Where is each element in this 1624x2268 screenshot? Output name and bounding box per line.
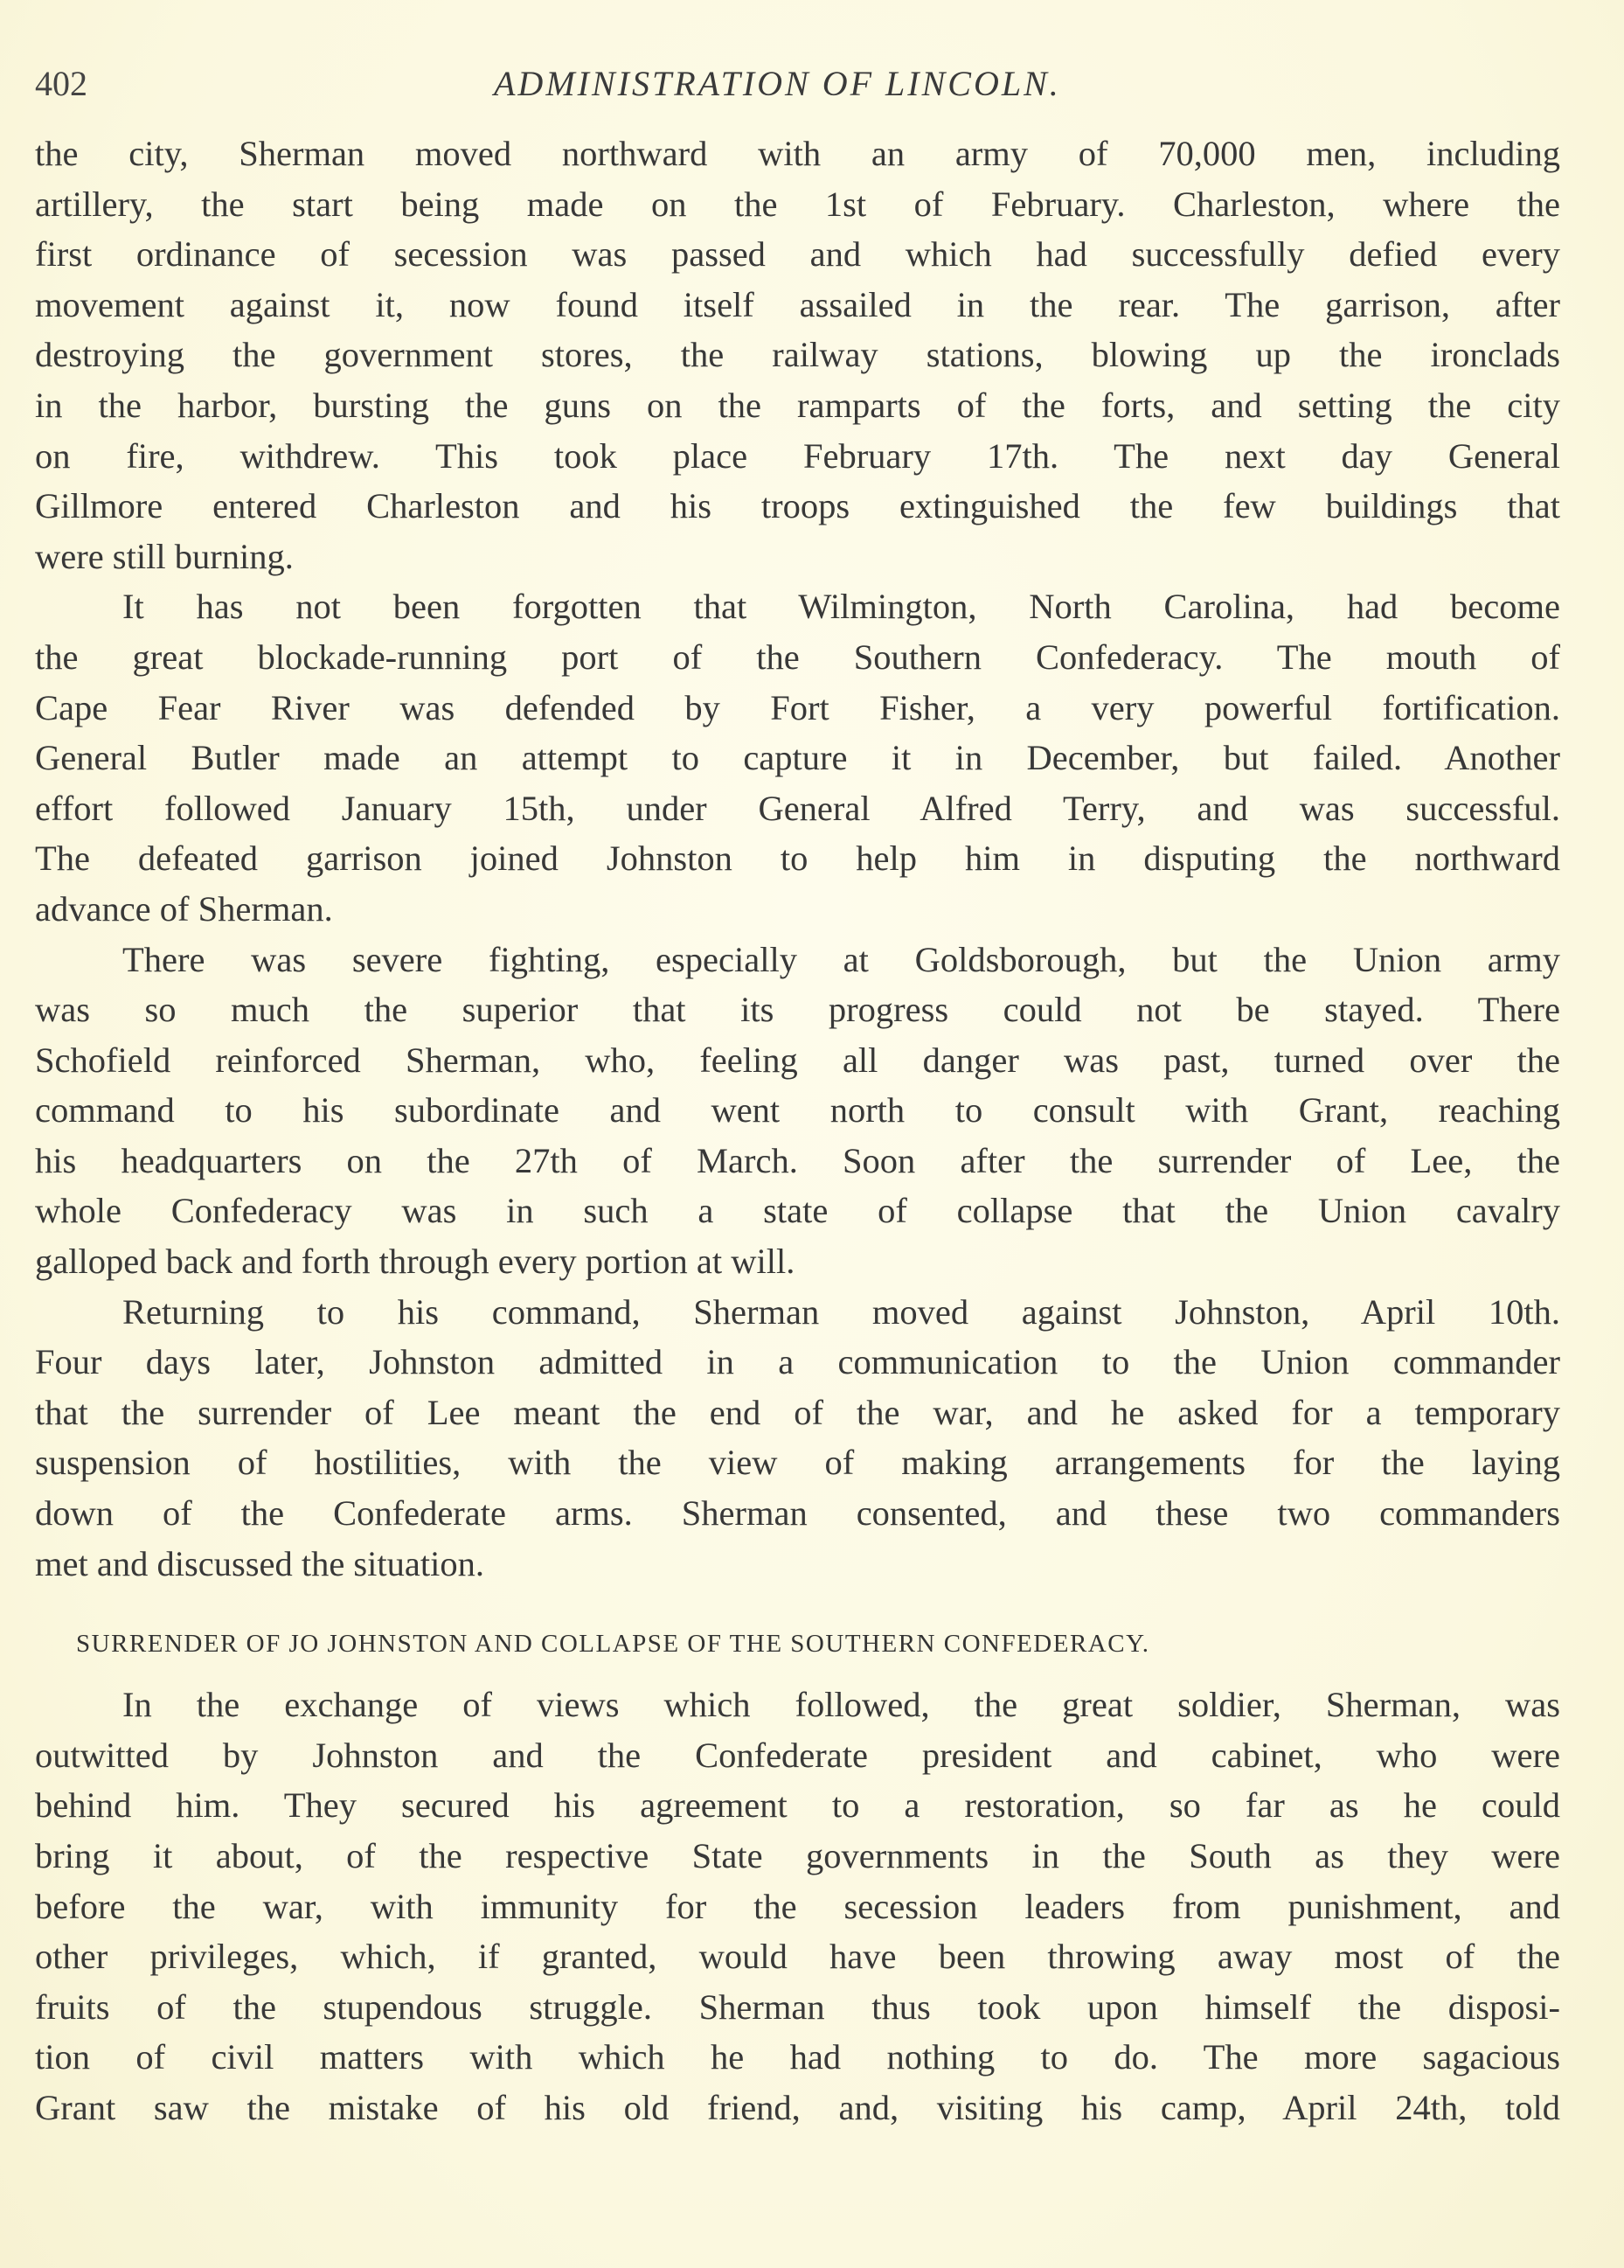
text-line: outwitted by Johnston and the Confederate president and cabinet, who were (35, 1735, 1560, 1775)
paragraph (35, 1680, 1560, 2132)
text-line: movement against it, now found itself assailed in the rear. The garrison, after (35, 284, 1560, 324)
text-line: fruits of the stupendous struggle. Sherman thus took upon himself the disposi- (35, 1986, 1560, 2027)
body-text (35, 129, 1560, 2133)
text-line: down of the Confederate arms. Sherman consented, and these two commanders (35, 1493, 1560, 1534)
text-line: General Butler made an attempt to capture it in December, but failed. Another (35, 738, 1560, 778)
text-line: behind him. They secured his agreement to a restoration, so far as he could (35, 1785, 1560, 1826)
text-line: suspension of hostilities, with the view of making arrangements for the laying (35, 1443, 1560, 1483)
text-line: first ordinance of secession was passed and which had successfully defied every (35, 234, 1560, 275)
text-line: bring it about, of the respective State governments in the South as they were (35, 1836, 1560, 1875)
text-line: command to his subordinate and went north to consult with Grant, reaching (35, 1090, 1560, 1131)
text-line: Returning to his command, Sherman moved against Johnston, April 10th. (122, 1291, 1560, 1332)
text-line: The defeated garrison joined Johnston to help him in disputing the northward (35, 838, 1560, 879)
text-line: whole Confederacy was in such a state of collapse that the Union cavalry (35, 1191, 1560, 1231)
text-line: in the harbor, bursting the guns on the ramparts of the forts, and setting the city (35, 385, 1560, 425)
text-line: that the surrender of Lee meant the end of the war, and he asked for a temporary (35, 1392, 1560, 1432)
paragraph (35, 581, 1560, 934)
text-line: galloped back and forth through every portion at will. (35, 1242, 795, 1282)
text-line: met and discussed the situation. (35, 1543, 485, 1583)
text-line: were still burning. (35, 536, 294, 576)
text-line: the city, Sherman moved northward with an army of 70,000 men, including (35, 134, 1560, 173)
text-line: tion of civil matters with which he had nothing to do. The more sagacious (35, 2037, 1560, 2077)
text-line: on fire, withdrew. This took place February 17th. The next day General (35, 435, 1560, 476)
section-heading: SURRENDER OF JO JOHNSTON AND COLLAPSE OF THE SOUTHERN CONFEDERACY. (76, 1630, 1150, 1659)
text-line: There was severe fighting, especially at Goldsborough, but the Union army (122, 939, 1560, 979)
page-number: 402 (35, 64, 87, 103)
text-line: Gillmore entered Charleston and his troops extinguished the few buildings that (35, 486, 1560, 526)
text-line: was so much the superior that its progress could not be stayed. There (35, 990, 1560, 1030)
paragraph (35, 1287, 1560, 1590)
text-line: Grant saw the mistake of his old friend, and, visiting his camp, April 24th, told (35, 2087, 1560, 2127)
text-line: artillery, the start being made on the 1st of February. Charleston, where the (35, 184, 1560, 224)
text-line: other privileges, which, if granted, would have been throwing away most of the (35, 1937, 1560, 1977)
text-line: destroying the government stores, the railway stations, blowing up the ironclads (35, 335, 1560, 375)
section-paragraphs (35, 1680, 1560, 2132)
text-line: Four days later, Johnston admitted in a communication to the Union commander (35, 1342, 1560, 1382)
text-line: Cape Fear River was defended by Fort Fisher, a very powerful fortification. (35, 687, 1560, 727)
pre-section-paragraphs (35, 129, 1560, 1589)
text-line: before the war, with immunity for the secession leaders from punishment, and (35, 1886, 1560, 1926)
text-line: the great blockade-running port of the Southern Confederacy. The mouth of (35, 637, 1560, 677)
running-title: ADMINISTRATION OF LINCOLN. (494, 64, 1061, 103)
text-line: It has not been forgotten that Wilmington, North Carolina, had become (122, 587, 1560, 627)
paragraph (35, 935, 1560, 1287)
text-line: his headquarters on the 27th of March. Soon after the surrender of Lee, the (35, 1140, 1560, 1180)
paragraph (35, 129, 1560, 581)
running-header (35, 63, 1560, 107)
text-line: In the exchange of views which followed, the great soldier, Sherman, was (122, 1685, 1560, 1725)
text-line: advance of Sherman. (35, 888, 333, 929)
text-line: Schofield reinforced Sherman, who, feeling all danger was past, turned over the (35, 1040, 1560, 1080)
text-line: effort followed January 15th, under General Alfred Terry, and was successful. (35, 788, 1560, 828)
